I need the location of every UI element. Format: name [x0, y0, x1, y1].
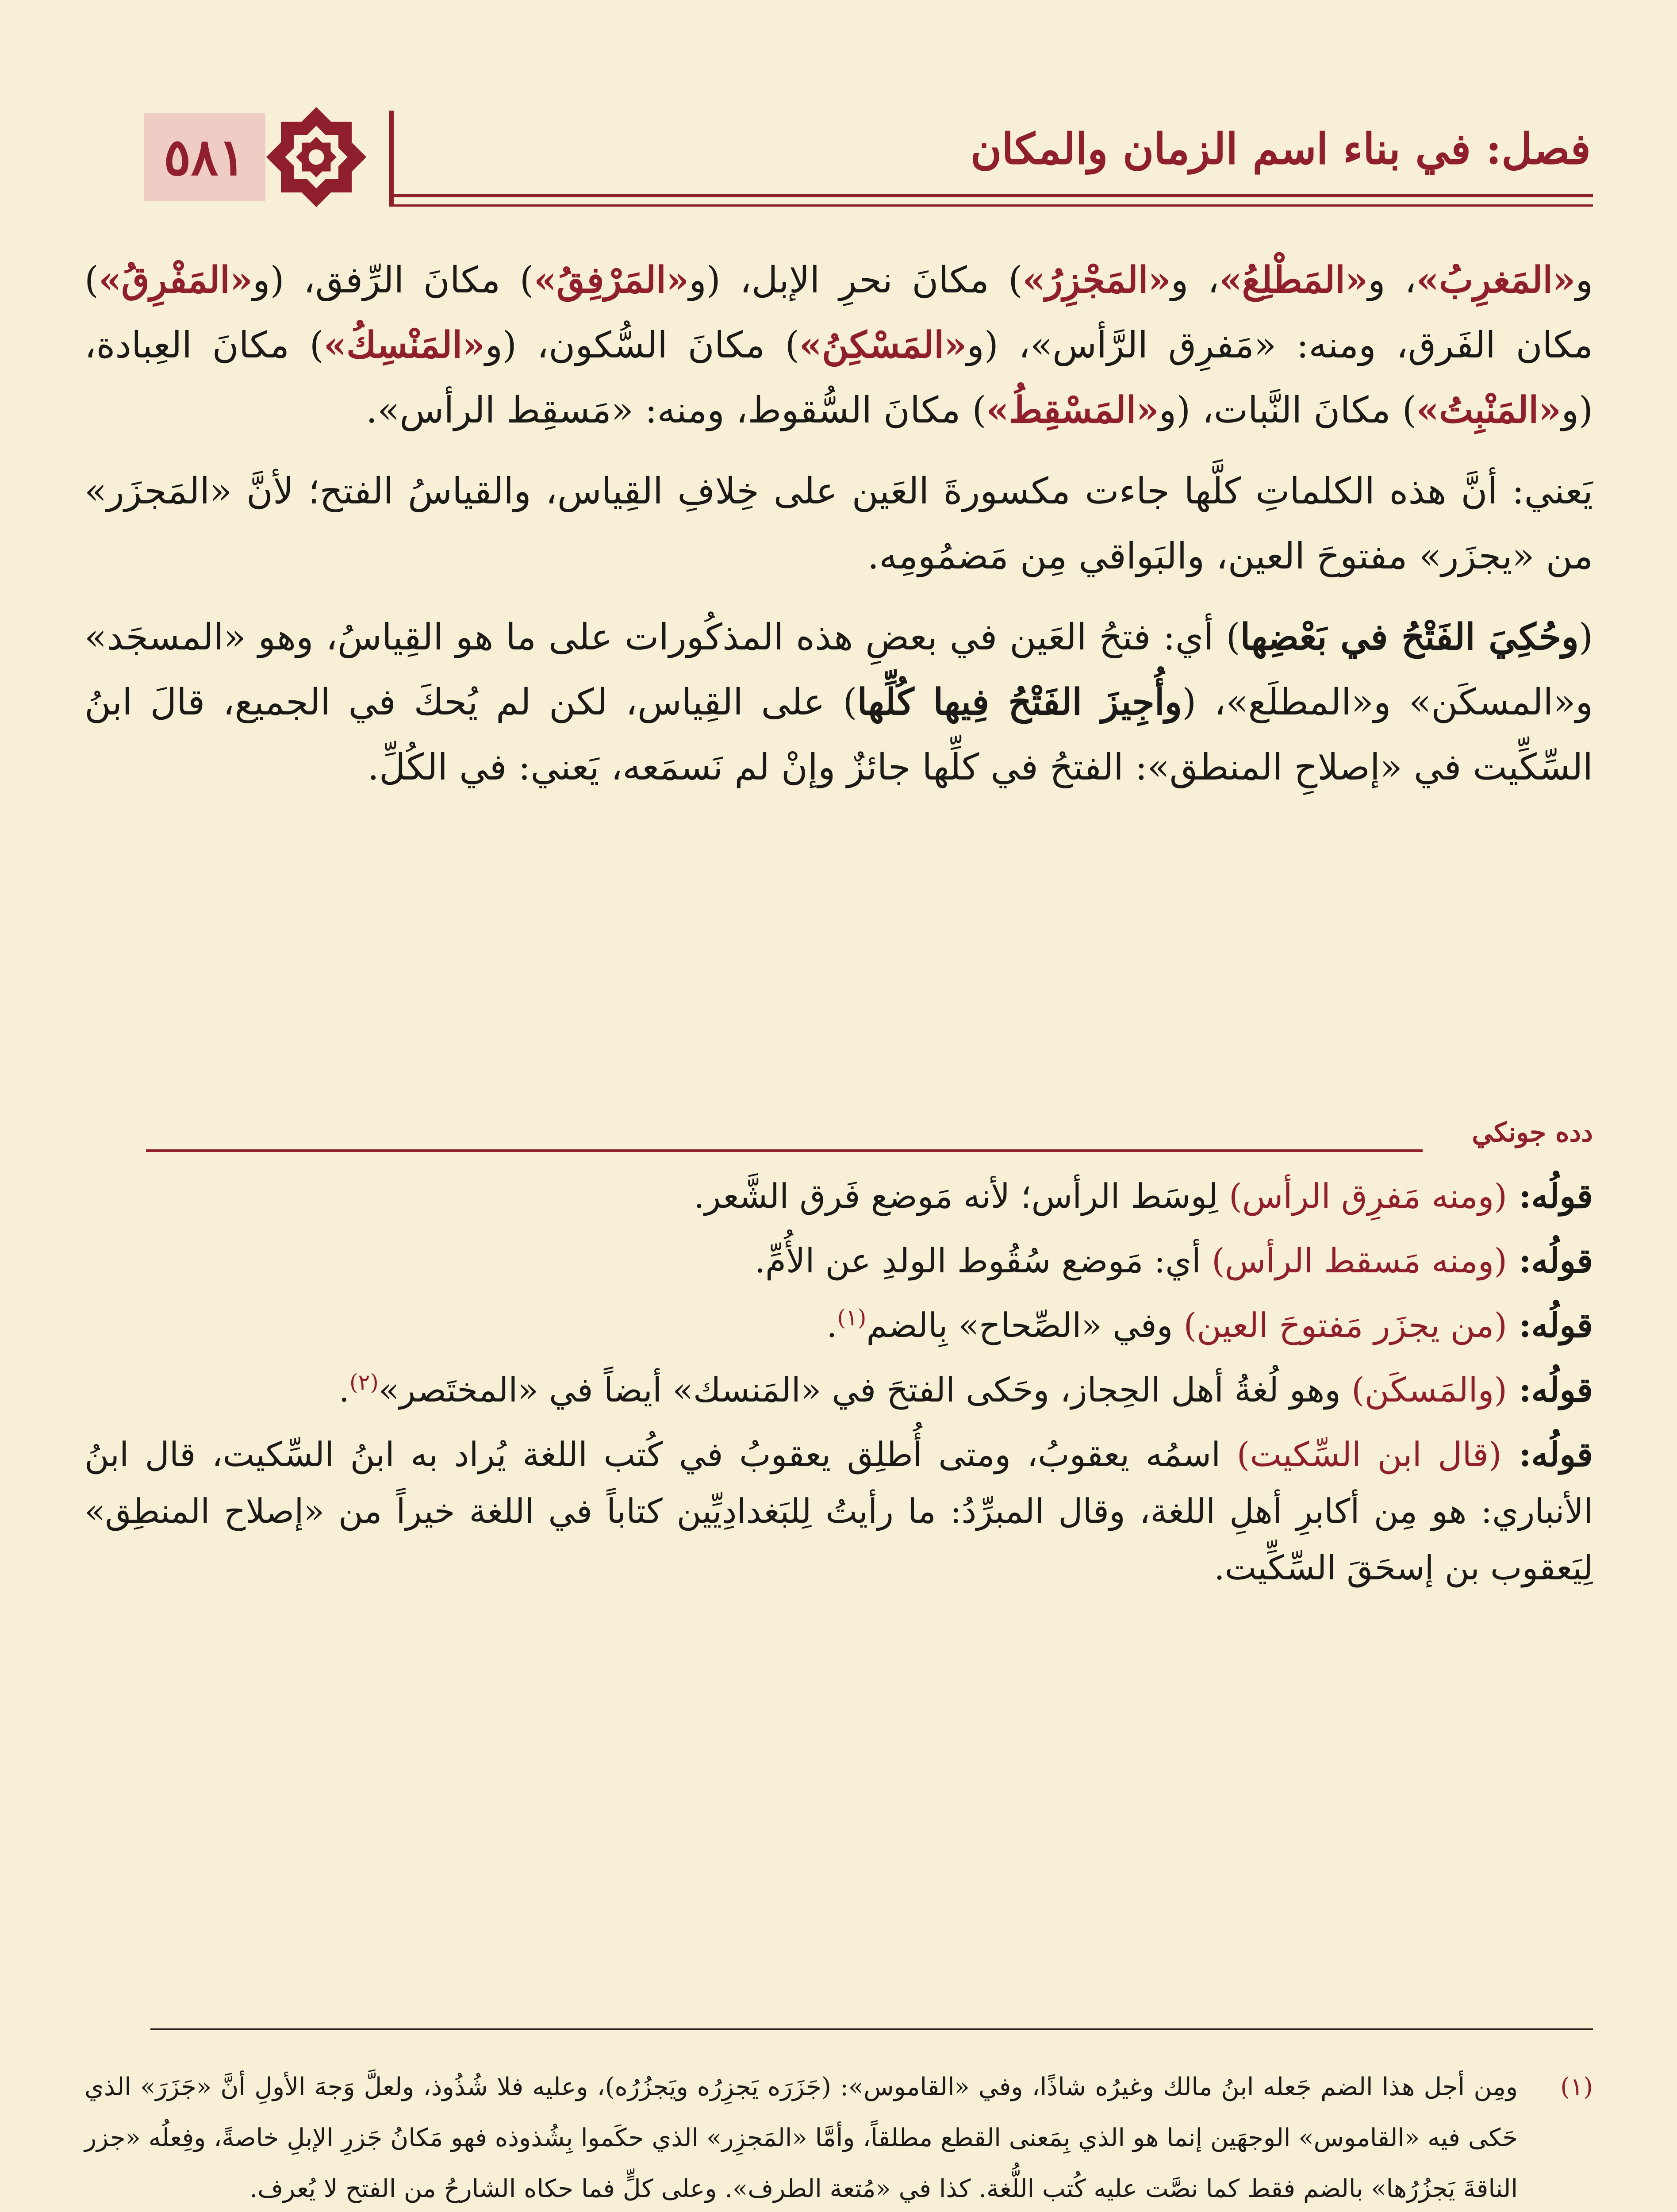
commentary-author-label: ددە جونكي — [1472, 1117, 1593, 1148]
footnote-separator — [150, 2028, 1593, 2030]
text-run: ) مكانَ نحرِ الإبل، (و — [689, 259, 1023, 301]
text-run: ) مكان الفَرق، ومنه: «مَفرِق الرَّأس»، (و — [84, 259, 1593, 366]
quoted-phrase: (من يجزَر مَفتوحَ العين) — [1183, 1306, 1507, 1345]
text-run: ) مكانَ العِبادة، (و — [84, 324, 1593, 431]
main-paragraph-3 — [84, 605, 1593, 800]
term-matlie: «المَطْلِعُ» — [1219, 259, 1368, 301]
text-run: ) أي: فتحُ العَين في بعضِ هذه المذكُورات على ما هو القِياسُ، وهو «المسجَد» و«المسكَن» و«المطلَع»، ( — [84, 616, 1593, 723]
term-majzir: «المَجْزِرُ» — [1022, 259, 1171, 301]
commentary-body: اسمُه يعقوبُ، ومتى أُطلِق يعقوبُ في كُتب اللغة يُراد به ابنُ السِّكيت، قال ابنُ الأنباري: هو مِن أكابرِ أهلِ اللغة، وقال المبرِّدُ: ما رأيتُ لِلبَغدادِيِّين كتاباً في اللغة خيراً من «إصلاح المنطِق» لِيَعقوب بن إسحَقَ السِّكِّيت. — [84, 1435, 1593, 1587]
header-rule-thin — [389, 204, 1593, 207]
main-paragraph-2: يَعني: أنَّ هذه الكلماتِ كلَّها جاءت مكسورةَ العَين على خِلافِ القِياس، والقياسُ الفتح؛ لأنَّ «المَجزَر» من «يجزَر» مفتوحَ العين، والبَواقي مِن مَضمُومِه. — [84, 470, 1593, 577]
term-mafriq: «المَفْرِقُ» — [99, 259, 253, 301]
commentary-entry-4 — [84, 1362, 1593, 1418]
term-manbit: «المَنْبِتُ» — [1416, 389, 1562, 431]
star-ornament-icon — [261, 102, 372, 212]
qawluh-label: قولُه: — [1507, 1370, 1593, 1409]
matn-quote-1: وحُكِيَ الفَتْحُ في بَعْضِها — [1240, 616, 1579, 658]
footnote-ref-1[interactable]: (١) — [837, 1305, 867, 1331]
commentary-body: وفي «الصِّحاح» بِالضم — [866, 1306, 1184, 1345]
text-run: ) مكانَ الرِّفق، (و — [253, 259, 534, 301]
term-mansik: «المَنْسِكُ» — [323, 324, 485, 366]
qawluh-label: قولُه: — [1507, 1241, 1593, 1280]
chapter-title: فصل: في بناء اسم الزمان والمكان — [971, 124, 1591, 174]
text-run: . — [826, 1306, 837, 1345]
commentary-text — [84, 1168, 1593, 1604]
qawluh-label: قولُه: — [1507, 1176, 1593, 1216]
main-paragraph-1 — [84, 248, 1593, 443]
quoted-phrase: (قال ابن السِّكيت) — [1236, 1435, 1502, 1474]
commentary-entry-3 — [84, 1297, 1593, 1354]
qawluh-label: قولُه: — [1501, 1435, 1593, 1474]
header-rule-thick — [389, 194, 1593, 197]
text-run: ) مكانَ السُّكون، (و — [485, 324, 799, 366]
header-vertical-rule — [389, 111, 394, 206]
term-marfiq: «المَرْفِقُ» — [533, 259, 689, 301]
commentary-entry-2 — [84, 1233, 1593, 1289]
main-text — [84, 248, 1593, 800]
text-run: . — [338, 1370, 349, 1409]
text-run: ) على القِياس، لكن لم يُحكَ في الجميع، قالَ ابنُ السِّكِّيت في «إصلاحِ المنطق»: الفتحُ في كلِّها جائزٌ وإنْ لم نَسمَعه، يَعني: في الكُلِّ. — [84, 681, 1593, 788]
page-number: ٥٨١ — [163, 127, 246, 187]
term-masqit: «المَسْقِطُ» — [986, 389, 1159, 431]
commentary-body: وهو لُغةُ أهل الحِجاز، وحَكى الفتحَ في «المَنسك» أيضاً في «المختَصر» — [378, 1370, 1352, 1409]
matn-quote-2: وأُجِيزَ الفَتْحُ فِيها كُلِّها — [857, 681, 1182, 723]
footnote-number: (١) — [1560, 2073, 1593, 2101]
term-maghrib: «المَغرِبُ» — [1416, 259, 1576, 301]
commentary-body: أي: مَوضع سُقُوط الولدِ عن الأُمِّ. — [754, 1241, 1212, 1280]
quoted-phrase: (ومنه مَسقط الرأس) — [1212, 1241, 1507, 1280]
text-run: ( — [1579, 616, 1593, 658]
section-divider — [146, 1149, 1423, 1152]
text-run: ، و — [1170, 259, 1220, 301]
text-run: و — [1575, 259, 1593, 301]
quoted-phrase: (والمَسكَن) — [1351, 1370, 1507, 1409]
footnote-text: ومِن أجل هذا الضم جَعله ابنُ مالك وغيرُه شاذًا، وفي «القاموس»: (جَزَرَه يَجزِرُه ويَجزُرُه)، وعليه فلا شُذُوذ، ولعلَّ وَجهَ الأولِ أنَّ «جَزَرَ» الذي حَكى فيه «القاموس» الوجهَين إنما هو الذي بِمَعنى القطع مطلقاً، وأمَّا «المَجزِر» الذي حكَموا بِشُذوذه فهو مَكانُ جَزرِ الإبلِ خاصةً، وفِعلُه «جزر الناقةَ يَجزُرُها» بالضم فقط كما نصَّت عليه كُتب اللُّغة. كذا في «مُتعة الطرف». وعلى كلٍّ فما حكاه الشارحُ من الفتح لا يُعرف. — [84, 2073, 1518, 2203]
footnote-ref-2[interactable]: (٢) — [349, 1369, 379, 1395]
qawluh-label: قولُه: — [1507, 1306, 1593, 1345]
text-run: ) مكانَ النَّبات، (و — [1159, 389, 1416, 431]
footnote-1 — [84, 2062, 1593, 2212]
footnotes — [84, 2062, 1593, 2212]
commentary-body: لِوسَط الرأس؛ لأنه مَوضع فَرق الشَّعر. — [694, 1176, 1229, 1216]
commentary-entry-5 — [84, 1426, 1593, 1596]
term-maskin: «المَسْكِنُ» — [799, 324, 967, 366]
quoted-phrase: (ومنه مَفرِق الرأس) — [1229, 1176, 1507, 1216]
text-run: ، و — [1368, 259, 1416, 301]
text-run: ) مكانَ السُّقوط، ومنه: «مَسقِط الرأس». — [366, 389, 986, 431]
commentary-entry-1 — [84, 1168, 1593, 1225]
page-number-box — [144, 113, 265, 201]
